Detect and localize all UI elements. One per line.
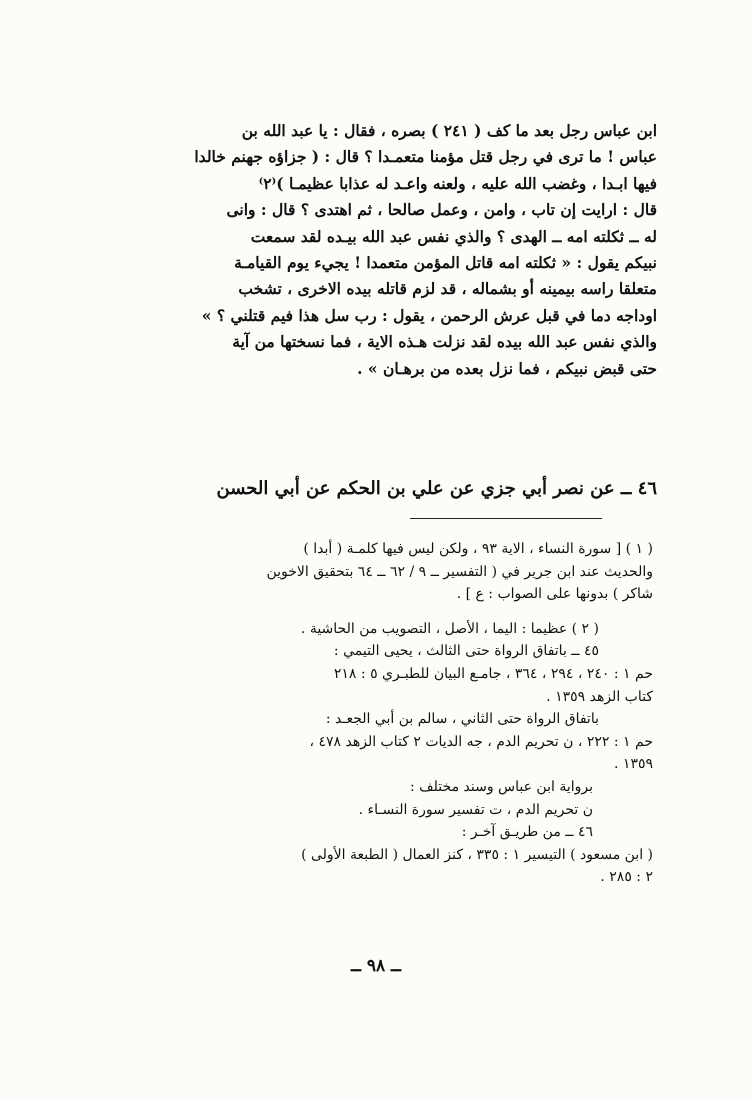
note-line: برواية ابن عباس وسند مختلف : — [410, 778, 593, 795]
text-line: له ــ ثكلته امه ــ الهدى ؟ والذي نفس عبد الله بيـده لقد سمعت — [250, 226, 657, 246]
note-line: ٤٦ ــ من طريـق آخـر : — [461, 824, 593, 841]
footnote-line: والحديث عند ابن جرير في ( التفسير ــ ٩ / ٦٢ ــ ٦٤ بتحقيق الاخوين — [266, 563, 653, 580]
page-number: ــ ٩٨ ــ — [350, 956, 402, 976]
footnotes-block — [125, 538, 653, 889]
footnote-line: شاكر ) بدونها على الصواب : ع ] . — [456, 586, 653, 603]
text-line: متعلقا راسه بيمينه أو بشماله ، قد لزم قاتله بيده الاخرى ، تشخب — [238, 279, 657, 299]
spacer — [125, 606, 653, 618]
note-line: كتاب الزهد ١٣٥٩ . — [546, 688, 653, 705]
note-line: ١٣٥٩ . — [614, 756, 653, 773]
note-line: حم ١ : ٢٤٠ ، ٢٩٤ ، ٣٦٤ ، جامـع البيان للطبـري ٥ : ٢١٨ — [333, 665, 653, 682]
footnote-line: ( ١ ) [ سورة النساء ، الاية ٩٣ ، ولكن ليس فيها كلمـة ( أبدا ) — [303, 541, 653, 557]
text-line: ابن عباس رجل بعد ما كف ( ٢٤١ ) بصره ، فقال : يا عبد الله بن — [241, 121, 657, 140]
note-line: ٤٥ ــ باتفاق الرواة حتى الثالث ، يحيى التيمي : — [333, 643, 599, 660]
main-text-block — [125, 118, 657, 382]
text-line: والذي نفس عبد الله بيده لقد نزلت هـذه الاية ، فما نسختها من آية — [232, 332, 657, 352]
text-line: نبيكم يقول : « ثكلته امه قاتل المؤمن متعمدا ! يجيء يوم القيامـة — [234, 252, 657, 272]
note-line: ( ٢ ) عظيما : اليما ، الأصل ، التصويب من الحاشية . — [300, 620, 599, 637]
note-line: ٢ : ٢٨٥ . — [600, 869, 653, 886]
text-line: قال : ارايت إن تاب ، وامن ، وعمل صالحا ، ثم اهتدى ؟ قال : وانى — [226, 200, 657, 220]
text-line: فيها ابـدا ، وغضب الله عليه ، ولعنه واعـد له عذابا عظيمـا )⁽٢⁾ — [258, 173, 657, 193]
text-line: حتى قبض نبيكم ، فما نزل بعده من برهـان » . — [357, 358, 657, 378]
note-line: ن تحريم الدم ، ت تفسير سورة النسـاء . — [358, 801, 593, 818]
hadith-heading: ٤٦ ــ عن نصر أبي جزي عن علي بن الحكم عن أبي الحسن — [216, 478, 657, 499]
note-line: باتفاق الرواة حتى الثاني ، سالم بن أبي الجعـد : — [325, 711, 599, 728]
note-line: حم ١ : ٢٢٢ ، ن تحريم الدم ، جه الديات ٢ كتاب الزهد ٤٧٨ ، — [309, 733, 653, 750]
note-line: ( ابن مسعود ) التيسير ١ : ٣٣٥ ، كنز العمال ( الطبعة الأولى ) — [301, 846, 653, 863]
text-line: اوداجه دما في قبل عرش الرحمن ، يقول : رب سل هذا فيم قتلني ؟ » — [201, 305, 657, 325]
text-line: عباس ! ما ترى في رجل قتل مؤمنا متعمـدا ؟ قال : ( جزاؤه جهنم خالدا — [194, 147, 657, 167]
footnote-separator — [410, 518, 602, 519]
